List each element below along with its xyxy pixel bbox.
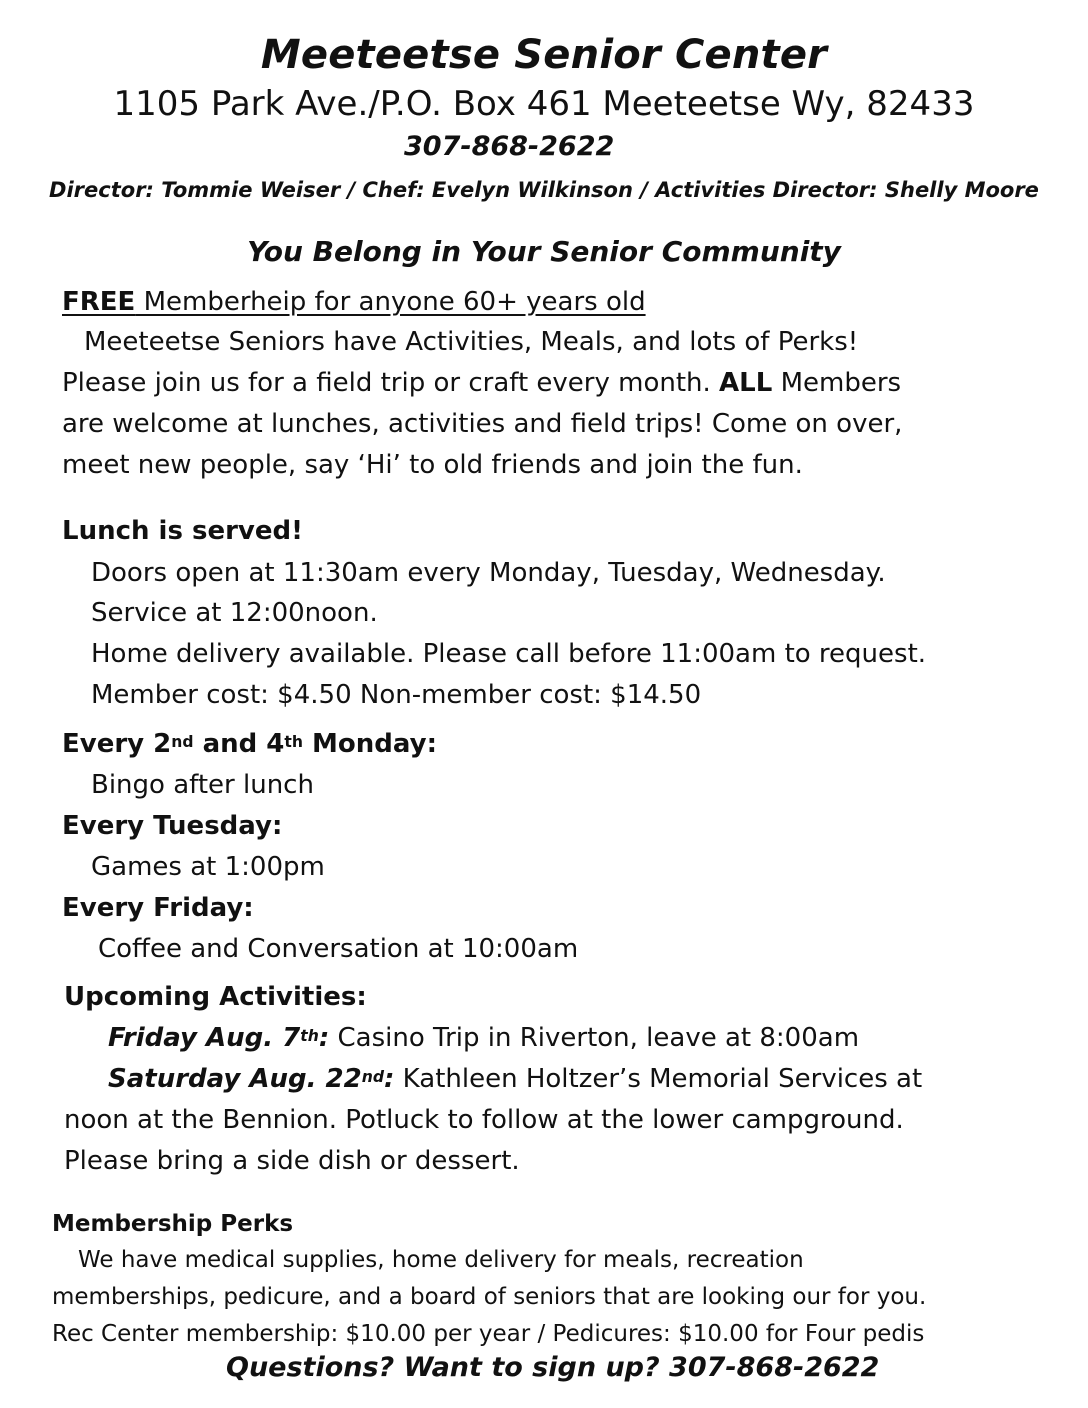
intro-line-1: Meeteetse Seniors have Activities, Meals, and lots of Perks!	[84, 327, 859, 357]
tuesday-heading: Every Tuesday:	[62, 811, 283, 841]
event-1-sup: th	[300, 1027, 319, 1045]
event-2-sup: nd	[361, 1068, 385, 1086]
friday-item: Coffee and Conversation at 10:00am	[98, 934, 579, 964]
monday-text-b: and 4	[193, 729, 285, 759]
free-membership-text: Memberheip for anyone 60+ years old	[135, 287, 646, 317]
address-line: 1105 Park Ave./P.O. Box 461 Meeteetse Wy, 82433	[113, 84, 975, 124]
event-1-colon: :	[318, 1023, 330, 1053]
lunch-line-2: Service at 12:00noon.	[91, 598, 378, 628]
perks-heading: Membership Perks	[52, 1211, 294, 1237]
perks-line-1: We have medical supplies, home delivery for meals, recreation	[78, 1247, 804, 1273]
event-1	[108, 1018, 859, 1059]
event-2	[108, 1059, 922, 1100]
monday-item: Bingo after lunch	[91, 770, 314, 800]
intro-line-2-text: Please join us for a field trip or craft every month.	[62, 368, 720, 398]
monday-sup-2: th	[284, 733, 303, 751]
intro-all-word: ALL	[719, 368, 773, 398]
event-2-line-3: Please bring a side dish or dessert.	[64, 1146, 520, 1176]
event-1-date: Friday Aug. 7	[108, 1023, 301, 1053]
perks-line-3: Rec Center membership: $10.00 per year / Pedicures: $10.00 for Four pedis	[52, 1321, 925, 1347]
tuesday-item: Games at 1:00pm	[91, 852, 325, 882]
free-word: FREE	[62, 287, 136, 317]
staff-line: Director: Tommie Weiser / Chef: Evelyn Wilkinson / Activities Director: Shelly Moore	[49, 178, 1039, 202]
friday-heading: Every Friday:	[62, 893, 254, 923]
lunch-line-1: Doors open at 11:30am every Monday, Tuesday, Wednesday.	[91, 558, 886, 588]
phone-number: 307-868-2622	[404, 131, 615, 162]
event-2-date: Saturday Aug. 22	[108, 1064, 362, 1094]
lunch-heading: Lunch is served!	[62, 516, 303, 546]
free-membership-line	[62, 282, 646, 323]
monday-heading	[62, 724, 437, 765]
monday-text-c: Monday:	[302, 729, 437, 759]
intro-line-2-end: Members	[772, 368, 902, 398]
intro-line-4: meet new people, say ‘Hi’ to old friends and join the fun.	[62, 450, 803, 480]
perks-line-2: memberships, pedicure, and a board of seniors that are looking our for you.	[52, 1284, 927, 1310]
tagline: You Belong in Your Senior Community	[247, 235, 841, 268]
monday-sup-1: nd	[171, 733, 194, 751]
page-title: Meeteetse Senior Center	[260, 32, 828, 78]
upcoming-heading: Upcoming Activities:	[64, 982, 367, 1012]
intro-line-3: are welcome at lunches, activities and field trips! Come on over,	[62, 409, 903, 439]
monday-text-a: Every 2	[62, 729, 172, 759]
lunch-line-3: Home delivery available. Please call before 11:00am to request.	[91, 639, 927, 669]
event-2-line-2: noon at the Bennion. Potluck to follow at the lower campground.	[64, 1105, 904, 1135]
event-2-colon: :	[384, 1064, 395, 1094]
event-1-text: Casino Trip in Riverton, leave at 8:00am	[329, 1023, 860, 1053]
event-2-text: Kathleen Holtzer’s Memorial Services at	[394, 1064, 923, 1094]
lunch-line-4: Member cost: $4.50 Non-member cost: $14.50	[91, 680, 702, 710]
intro-line-2	[62, 363, 901, 404]
footer-cta: Questions? Want to sign up? 307-868-2622	[226, 1352, 880, 1383]
